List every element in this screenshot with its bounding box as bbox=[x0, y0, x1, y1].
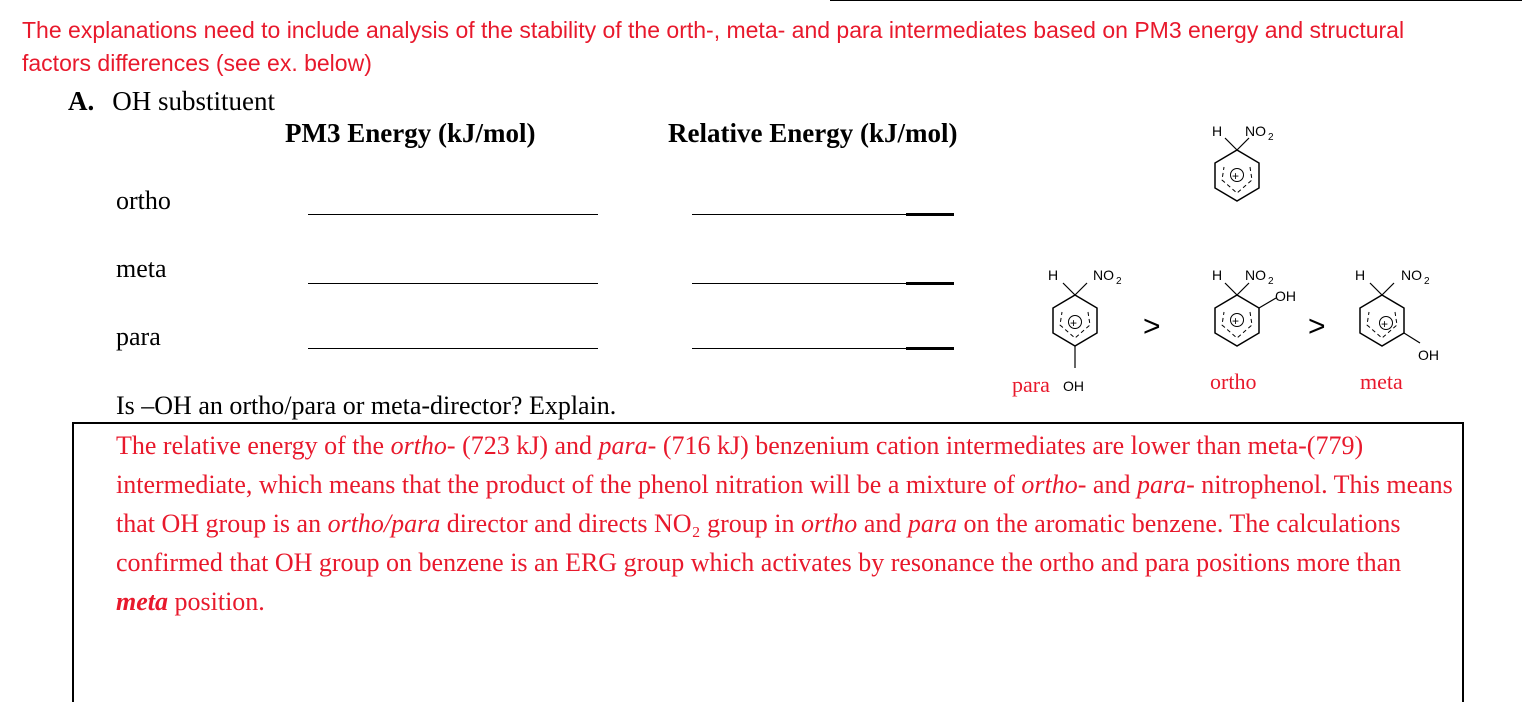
benzenium-ion-top bbox=[1212, 123, 1274, 201]
row-label-para: para bbox=[116, 322, 161, 351]
h-label: H bbox=[1212, 267, 1223, 283]
greater-than-sign: > bbox=[1308, 310, 1326, 343]
h-label: H bbox=[1355, 267, 1366, 283]
no2-label: NO bbox=[1245, 123, 1266, 139]
caption-para: para bbox=[1012, 372, 1050, 397]
no2-label: NO bbox=[1093, 267, 1114, 283]
greater-than-sign: > bbox=[1143, 310, 1161, 343]
section-title: OH substituent bbox=[112, 86, 276, 116]
no2-label: NO bbox=[1245, 267, 1266, 283]
plus-icon: + bbox=[1232, 169, 1240, 183]
oh-label: OH bbox=[1275, 288, 1296, 304]
section-letter: A. bbox=[68, 86, 95, 116]
benzenium-ion-meta bbox=[1355, 267, 1439, 363]
h-label: H bbox=[1048, 267, 1059, 283]
pm3-energy-header: PM3 Energy (kJ/mol) bbox=[285, 118, 536, 148]
plus-icon: + bbox=[1381, 317, 1389, 331]
row-label-meta: meta bbox=[116, 254, 167, 283]
benzenium-ion-ortho bbox=[1212, 267, 1296, 346]
caption-ortho: ortho bbox=[1210, 369, 1257, 394]
instructions-text: The explanations need to include analysis of the stability of the orth-, meta- and para intermediates based on PM3 energy and structural factors differences (see ex. below) bbox=[22, 17, 1405, 76]
no2-subscript: 2 bbox=[1424, 276, 1430, 287]
question-text: Is –OH an ortho/para or meta-director? Explain. bbox=[116, 391, 617, 420]
relative-energy-header: Relative Energy (kJ/mol) bbox=[668, 118, 958, 148]
row-label-ortho: ortho bbox=[116, 186, 171, 215]
no2-label: NO bbox=[1401, 267, 1422, 283]
oh-label: OH bbox=[1063, 378, 1084, 394]
plus-icon: + bbox=[1232, 314, 1240, 328]
h-label: H bbox=[1212, 123, 1223, 139]
caption-meta: meta bbox=[1360, 369, 1403, 394]
answer-text: The relative energy of the ortho- (723 kJ) and para- (716 kJ) benzenium cation intermediates are lower than meta-(779) intermediate, which means that the product of the phenol nitration will be a mixture of ortho- and para- nitrophenol. This means that OH group is an ortho/para director and directs NO₂ group in ortho and para on the aromatic benzene. The calculations confirmed that OH group on benzene is an ERG group which activates by resonance the ortho and para positions more than meta position. bbox=[116, 431, 1453, 616]
no2-subscript: 2 bbox=[1268, 132, 1274, 143]
oh-label: OH bbox=[1418, 347, 1439, 363]
plus-icon: + bbox=[1070, 316, 1078, 330]
no2-subscript: 2 bbox=[1116, 276, 1122, 287]
no2-subscript: 2 bbox=[1268, 276, 1274, 287]
benzenium-ion-para bbox=[1048, 267, 1122, 394]
